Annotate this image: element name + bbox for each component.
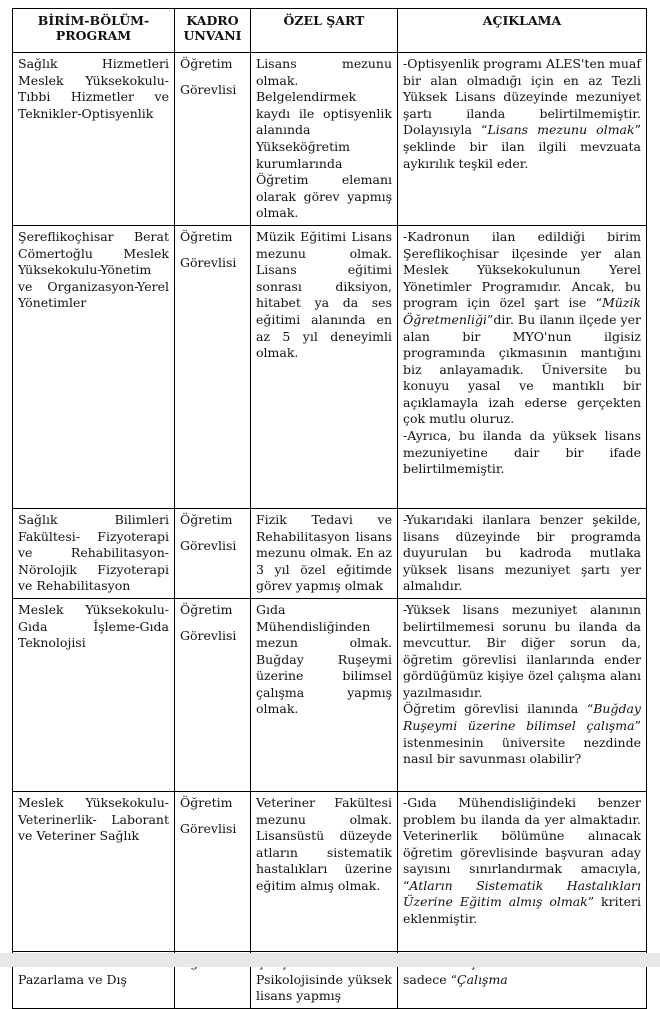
- cell-kadro: [175, 508, 251, 598]
- aciklama-paragraph: -Ayrıca, bu ilanda da yüksek lisans mezuniyetine dair bir ifade belirtilmemiştir.: [403, 428, 641, 477]
- cell-sart: Gıda Mühendisliğinden mezun olmak. Buğday Ruşeymi üzerine bilimsel çalışma yapmış olmak.: [251, 598, 398, 791]
- cell-birim: Şereflikoçhisar Berat Cömertoğlu Meslek Yüksekokulu-Yönetim ve Organizasyon-Yerel Yönetimler: [13, 225, 175, 508]
- header-kadro: KADRO UNVANI: [175, 9, 251, 53]
- table-row: [13, 225, 647, 508]
- cell-aciklama: -Yukarıdaki ilanlara benzer şekilde, lisans düzeyinde bir programda duyurulan bu kadroda mutlaka yüksek lisans mezuniyet şartı yer almalıdır.: [398, 508, 647, 598]
- aciklama-text: sadece “: [403, 971, 458, 987]
- cell-sart: Fizik Tedavi ve Rehabilitasyon lisans mezunu olmak. En az 3 yıl özel eğitimde görev yapmış olmak: [251, 508, 398, 598]
- header-aciklama: AÇIKLAMA: [398, 9, 647, 53]
- cell-birim: Pazarlama ve Dış: [13, 951, 175, 1008]
- cell-kadro: [175, 598, 251, 791]
- kadro-line-1: Öğretim: [180, 601, 233, 617]
- table-header-row: [13, 9, 647, 53]
- cell-birim: Sağlık Hizmetleri Meslek Yüksekokulu-Tıbbi Hizmetler ve Teknikler-Optisyenlik: [13, 53, 175, 226]
- table-row: [13, 508, 647, 598]
- cell-sart: Psikolojisinde yüksek lisans yapmış: [251, 951, 398, 1008]
- cell-sart: Müzik Eğitimi Lisans mezunu olmak. Lisans eğitimi sonrası diksiyon, hitabet ya da ses eğitimi alanında en az 5 yıl deneyimli olmak.: [251, 225, 398, 508]
- aciklama-italic: Çalışma: [457, 971, 508, 987]
- kadro-line-2: Görevlisi: [180, 254, 237, 270]
- cell-aciklama: [398, 225, 647, 508]
- kadro-line-1: Öğretim: [180, 794, 233, 810]
- cell-aciklama: [398, 791, 647, 951]
- cell-birim: Sağlık Bilimleri Fakültesi- Fizyoterapi ve Rehabilitasyon-Nörolojik Fizyoterapi ve Rehabilitasyon: [13, 508, 175, 598]
- aciklama-paragraph: [403, 701, 641, 767]
- aciklama-text: -Optisyenlik programı ALES'ten muaf bir alan olmadığı için en az Tezli Yüksek Lisans düzeyinde mezuniyet şartı ilanda belirtilmemiştir. Dolayısıyla “: [403, 56, 641, 138]
- table-row: [13, 53, 647, 226]
- aciklama-text: ” istenmesinin üniversite nezdinde nasıl bir savunması olabilir?: [403, 718, 641, 767]
- aciklama-italic: Buğday Ruşeymi üzerine bilimsel çalışma: [403, 701, 641, 734]
- aciklama-paragraph: -Yüksek lisans mezuniyet alanının belirtilmemesi sorunu bu ilanda da mevcuttur. Bir diğer sorun da, öğretim görevlisi ilanlarında ender gördüğümüz kişiye özel çalışma alanı yazılmasıdır.: [403, 601, 641, 700]
- table-row: [13, 598, 647, 791]
- kadro-line-2: Görevlisi: [180, 81, 237, 97]
- cell-sart: Lisans mezunu olmak. Belgelendirmek kaydı ile optisyenlik alanında Yükseköğretim kurumlarında Öğretim elemanı olarak görev yapmış olmak.: [251, 53, 398, 226]
- cell-kadro: [175, 53, 251, 226]
- cell-kadro: [175, 791, 251, 951]
- aciklama-italic: Atların Sistematik Hastalıkları Üzerine Eğitim almış olmak: [403, 877, 641, 910]
- cell-aciklama: [398, 598, 647, 791]
- aciklama-text: Öğretim görevlisi ilanında “: [403, 701, 594, 717]
- aciklama-text: -Kadronun ilan edildiği birim Şereflikoçhisar ilçesinde yer alan Meslek Yüksekokulunun Yerel Yönetimler Programıdır. Ancak, bu program için özel şart ise “: [403, 228, 641, 311]
- kadro-line-2: Görevlisi: [180, 820, 237, 836]
- cell-kadro: [175, 225, 251, 508]
- aciklama-text: ” şeklinde bir ilan ilgili mevzuata aykırılık teşkil eder.: [403, 122, 641, 171]
- aciklama-text: ”dir. Bu ilanın ilçede yer alan bir MYO'nun ilgisiz programında çıkmasının mantığını biz anlayamadık. Üniversite bu konuyu yasal ve mantıklı bir açıklamayla izah ederse gerçekten çok mutlu oluruz.: [403, 311, 641, 427]
- cell-aciklama: [398, 53, 647, 226]
- kadro-line-1: Öğretim: [180, 228, 233, 244]
- bottom-edge: [0, 953, 660, 967]
- aciklama-text: -Gıda Mühendisliğindeki benzer problem bu ilanda da yer almaktadır. Veterinerlik bölümüne alınacak öğretim görevlisinde başvuran aday sayısını sınırlandırmak amacıyla, “: [403, 794, 641, 893]
- aciklama-text: ” kriteri eklenmiştir.: [403, 894, 641, 927]
- cell-birim: Meslek Yüksekokulu-Veterinerlik- Laborant ve Veteriner Sağlık: [13, 791, 175, 951]
- kadro-line-1: Öğretim: [180, 511, 233, 527]
- aciklama-italic: Müzik Öğretmenliği: [403, 295, 641, 327]
- kadro-line-2: Görevlisi: [180, 627, 237, 643]
- kadro-line-1: Öğretim: [180, 56, 233, 71]
- cell-sart: Veteriner Fakültesi mezunu olmak. Lisansüstü düzeyde atların sistematik hastalıkları üzerine eğitim almış olmak.: [251, 791, 398, 951]
- kadro-line-2: Görevlisi: [180, 537, 237, 553]
- table-row: [13, 791, 647, 951]
- aciklama-paragraph: [403, 229, 641, 428]
- header-sart: ÖZEL ŞART: [251, 9, 398, 53]
- aciklama-italic: Lisans mezunu olmak: [487, 122, 635, 138]
- header-birim: BİRİM-BÖLÜM-PROGRAM: [13, 9, 175, 53]
- job-posting-table: [12, 8, 647, 1009]
- cell-birim: Meslek Yüksekokulu-Gıda İşleme-Gıda Teknolojisi: [13, 598, 175, 791]
